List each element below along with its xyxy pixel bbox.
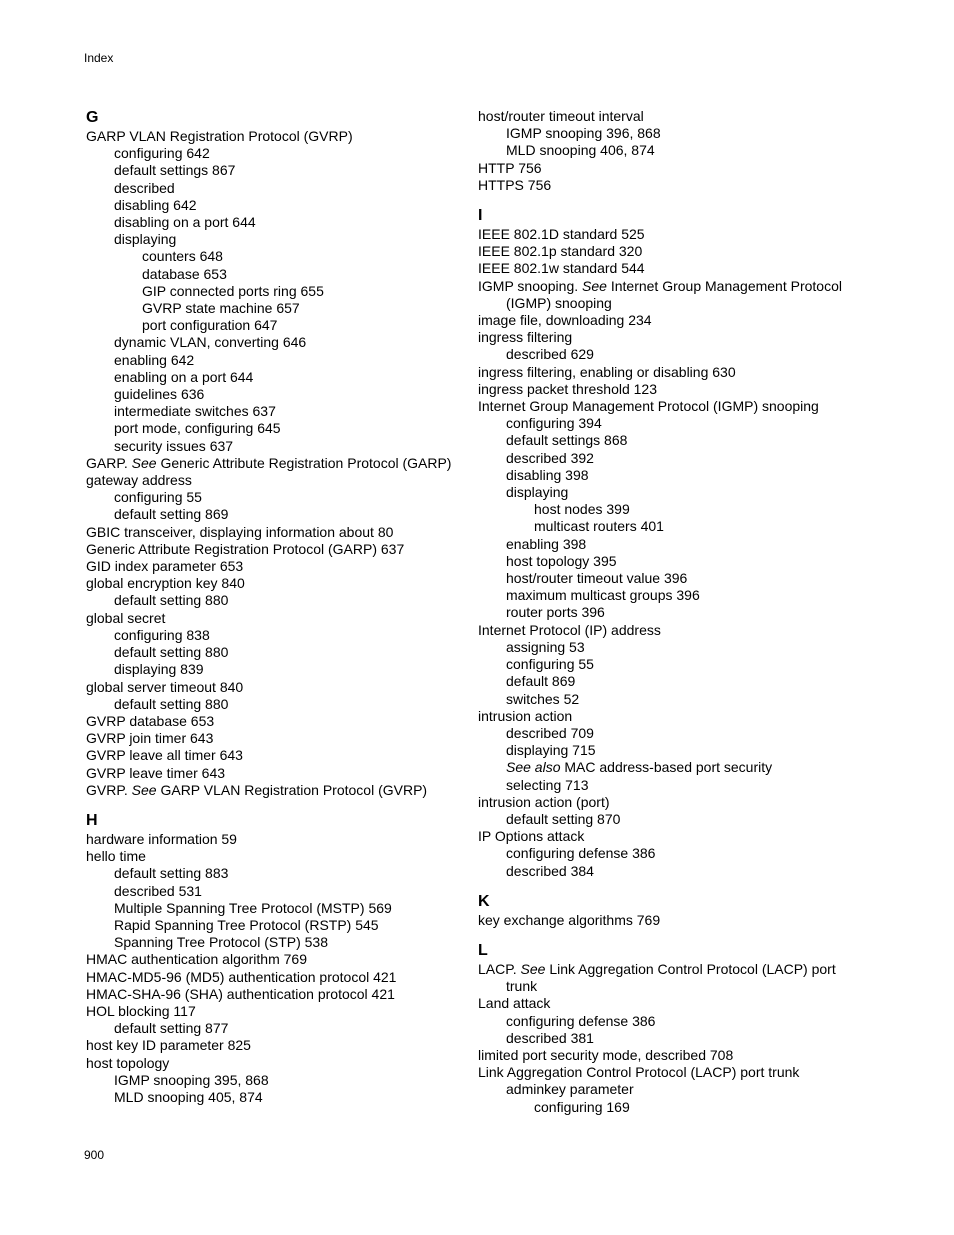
index-entry: configuring 394 bbox=[506, 415, 602, 432]
index-entry: GIP connected ports ring 655 bbox=[142, 282, 324, 299]
index-entry: default setting 870 bbox=[506, 810, 621, 827]
index-entry: host key ID parameter 825 bbox=[86, 1037, 251, 1054]
index-entry: limited port security mode, described 708 bbox=[478, 1046, 734, 1063]
index-entry-target: Generic Attribute Registration Protocol (GARP) bbox=[156, 454, 452, 471]
see-reference: See bbox=[520, 960, 546, 977]
index-entry: default setting 877 bbox=[114, 1020, 229, 1037]
index-entry: HMAC-SHA-96 (SHA) authentication protocol 421 bbox=[86, 985, 395, 1002]
index-entry: configuring defense 386 bbox=[506, 845, 656, 862]
index-entry: port mode, configuring 645 bbox=[114, 420, 281, 437]
index-entry: described 384 bbox=[506, 862, 594, 879]
index-entry: described 531 bbox=[114, 882, 202, 899]
index-entry: assigning 53 bbox=[506, 638, 585, 655]
index-entry: router ports 396 bbox=[506, 604, 605, 621]
index-entry: intrusion action (port) bbox=[478, 793, 610, 810]
index-entry-target: Internet Group Management Protocol (IGMP) snooping bbox=[506, 277, 842, 311]
index-entry: configuring 169 bbox=[534, 1098, 630, 1115]
index-entry: default setting 883 bbox=[114, 865, 229, 882]
index-entry-term: IGMP snooping. bbox=[478, 277, 583, 294]
index-entry: configuring 838 bbox=[114, 626, 210, 643]
index-entry: HTTPS 756 bbox=[478, 176, 552, 193]
index-entry: host/router timeout interval bbox=[478, 108, 644, 124]
index-entry: IGMP snooping 395, 868 bbox=[114, 1071, 269, 1088]
index-entry: described 709 bbox=[506, 724, 594, 741]
index-entry: multicast routers 401 bbox=[534, 518, 664, 535]
index-entry: disabling 642 bbox=[114, 196, 197, 213]
index-entry: GVRP join timer 643 bbox=[86, 730, 214, 747]
see-reference: See bbox=[582, 277, 607, 294]
index-entry: Internet Protocol (IP) address bbox=[478, 621, 661, 638]
index-entry: GVRP leave all timer 643 bbox=[86, 747, 243, 764]
index-entry: Spanning Tree Protocol (STP) 538 bbox=[114, 934, 329, 951]
index-entry: described 629 bbox=[506, 346, 594, 363]
see-reference: See bbox=[131, 454, 157, 471]
index-entry: Generic Attribute Registration Protocol (GARP) 637 bbox=[86, 540, 405, 557]
index-entry: enabling 398 bbox=[506, 535, 587, 552]
section-letter: H bbox=[86, 811, 98, 829]
index-entry-target: Link Aggregation Control Protocol (LACP) port trunk bbox=[506, 960, 836, 995]
index-entry: Multiple Spanning Tree Protocol (MSTP) 569 bbox=[114, 899, 392, 916]
index-entry: GARP VLAN Registration Protocol (GVRP) bbox=[86, 128, 353, 144]
index-entry: GVRP database 653 bbox=[86, 712, 215, 729]
see-reference: See bbox=[131, 781, 157, 798]
index-entry: HOL blocking 117 bbox=[86, 1002, 196, 1019]
index-entry: hardware information 59 bbox=[86, 830, 237, 847]
index-entry-term: LACP. bbox=[478, 960, 521, 977]
index-entry: port configuration 647 bbox=[142, 317, 278, 334]
index-entry: default settings 867 bbox=[114, 162, 236, 179]
index-entry: global secret bbox=[86, 609, 166, 626]
index-entry: security issues 637 bbox=[114, 437, 234, 454]
index-column-right bbox=[478, 108, 858, 1116]
index-entry: guidelines 636 bbox=[114, 386, 205, 403]
index-entry: disabling 398 bbox=[506, 466, 589, 483]
index-entry: global server timeout 840 bbox=[86, 678, 244, 695]
index-entry: MLD snooping 406, 874 bbox=[506, 142, 655, 159]
index-entry: switches 52 bbox=[506, 690, 580, 707]
index-entry: default setting 869 bbox=[114, 506, 229, 523]
index-entry: Link Aggregation Control Protocol (LACP) port trunk bbox=[478, 1064, 800, 1081]
section-letter: I bbox=[478, 207, 483, 225]
index-entry: default setting 880 bbox=[114, 695, 229, 712]
index-entry-target: GARP VLAN Registration Protocol (GVRP) bbox=[156, 781, 428, 798]
index-entry: ingress filtering bbox=[478, 329, 573, 346]
index-entry: intermediate switches 637 bbox=[114, 403, 276, 420]
index-column-left bbox=[86, 108, 466, 1106]
index-entry: displaying bbox=[506, 484, 569, 501]
index-entry bbox=[478, 278, 858, 312]
index-entry: hello time bbox=[86, 848, 146, 865]
index-entry: IEEE 802.1D standard 525 bbox=[478, 226, 645, 243]
index-entry: IEEE 802.1w standard 544 bbox=[478, 260, 645, 277]
index-entry: displaying bbox=[114, 231, 177, 248]
index-entry: default setting 880 bbox=[114, 644, 229, 661]
index-entry bbox=[86, 455, 466, 472]
index-entry: IEEE 802.1p standard 320 bbox=[478, 243, 643, 260]
index-entry: described bbox=[114, 179, 175, 196]
index-entry: gateway address bbox=[86, 472, 192, 489]
index-entry bbox=[478, 759, 858, 776]
index-entry bbox=[86, 782, 466, 799]
index-entry bbox=[478, 961, 858, 995]
index-entry: displaying 715 bbox=[506, 742, 596, 759]
index-entry: host/router timeout value 396 bbox=[506, 570, 688, 587]
index-entry: disabling on a port 644 bbox=[114, 214, 256, 231]
index-entry: enabling on a port 644 bbox=[114, 368, 254, 385]
index-entry: GID index parameter 653 bbox=[86, 558, 244, 575]
index-entry: host topology bbox=[86, 1054, 170, 1071]
index-entry: Internet Group Management Protocol (IGMP) snooping bbox=[478, 398, 819, 415]
index-entry: ingress packet threshold 123 bbox=[478, 380, 657, 397]
section-letter: G bbox=[86, 109, 99, 126]
index-entry: host topology 395 bbox=[506, 552, 617, 569]
index-entry: GVRP state machine 657 bbox=[142, 300, 300, 317]
index-entry-term: GVRP. bbox=[86, 781, 132, 798]
index-entry: dynamic VLAN, converting 646 bbox=[114, 334, 307, 351]
index-entry: described 392 bbox=[506, 449, 594, 466]
index-entry: described 381 bbox=[506, 1029, 594, 1046]
index-entry: intrusion action bbox=[478, 707, 573, 724]
index-entry: IGMP snooping 396, 868 bbox=[506, 125, 661, 142]
index-entry: adminkey parameter bbox=[506, 1081, 634, 1098]
index-entry: default settings 868 bbox=[506, 432, 628, 449]
section-letter: K bbox=[478, 892, 490, 910]
index-entry: Land attack bbox=[478, 995, 551, 1012]
index-entry: configuring 55 bbox=[114, 489, 202, 506]
index-entry: Rapid Spanning Tree Protocol (RSTP) 545 bbox=[114, 916, 379, 933]
index-entry: configuring defense 386 bbox=[506, 1012, 656, 1029]
index-entry: key exchange algorithms 769 bbox=[478, 911, 661, 928]
index-entry: IP Options attack bbox=[478, 828, 585, 845]
index-entry: default setting 880 bbox=[114, 592, 229, 609]
page-number: 900 bbox=[84, 1148, 105, 1162]
index-entry: global encryption key 840 bbox=[86, 575, 245, 592]
index-entry: host nodes 399 bbox=[534, 501, 630, 518]
index-entry: enabling 642 bbox=[114, 351, 195, 368]
index-entry-target: MAC address-based port security bbox=[560, 759, 773, 776]
index-entry: GBIC transceiver, displaying information about 80 bbox=[86, 523, 394, 540]
index-entry: configuring 55 bbox=[506, 656, 594, 673]
index-entry: database 653 bbox=[142, 265, 227, 282]
see-reference: See also bbox=[506, 759, 561, 776]
index-entry: maximum multicast groups 396 bbox=[506, 587, 700, 604]
index-entry: configuring 642 bbox=[114, 145, 210, 162]
index-entry-term: GARP. bbox=[86, 454, 132, 471]
index-entry: displaying 839 bbox=[114, 661, 204, 678]
index-entry: HMAC authentication algorithm 769 bbox=[86, 951, 308, 968]
index-entry: selecting 713 bbox=[506, 776, 589, 793]
index-entry: MLD snooping 405, 874 bbox=[114, 1088, 263, 1105]
index-entry: GVRP leave timer 643 bbox=[86, 764, 226, 781]
index-entry: HMAC-MD5-96 (MD5) authentication protocol 421 bbox=[86, 968, 397, 985]
section-letter: L bbox=[478, 941, 488, 959]
running-head: Index bbox=[84, 51, 114, 65]
index-entry: default 869 bbox=[506, 673, 576, 690]
index-entry: ingress filtering, enabling or disabling 630 bbox=[478, 363, 736, 380]
index-entry: image file, downloading 234 bbox=[478, 312, 652, 329]
index-entry: HTTP 756 bbox=[478, 159, 542, 176]
index-entry: counters 648 bbox=[142, 248, 223, 265]
